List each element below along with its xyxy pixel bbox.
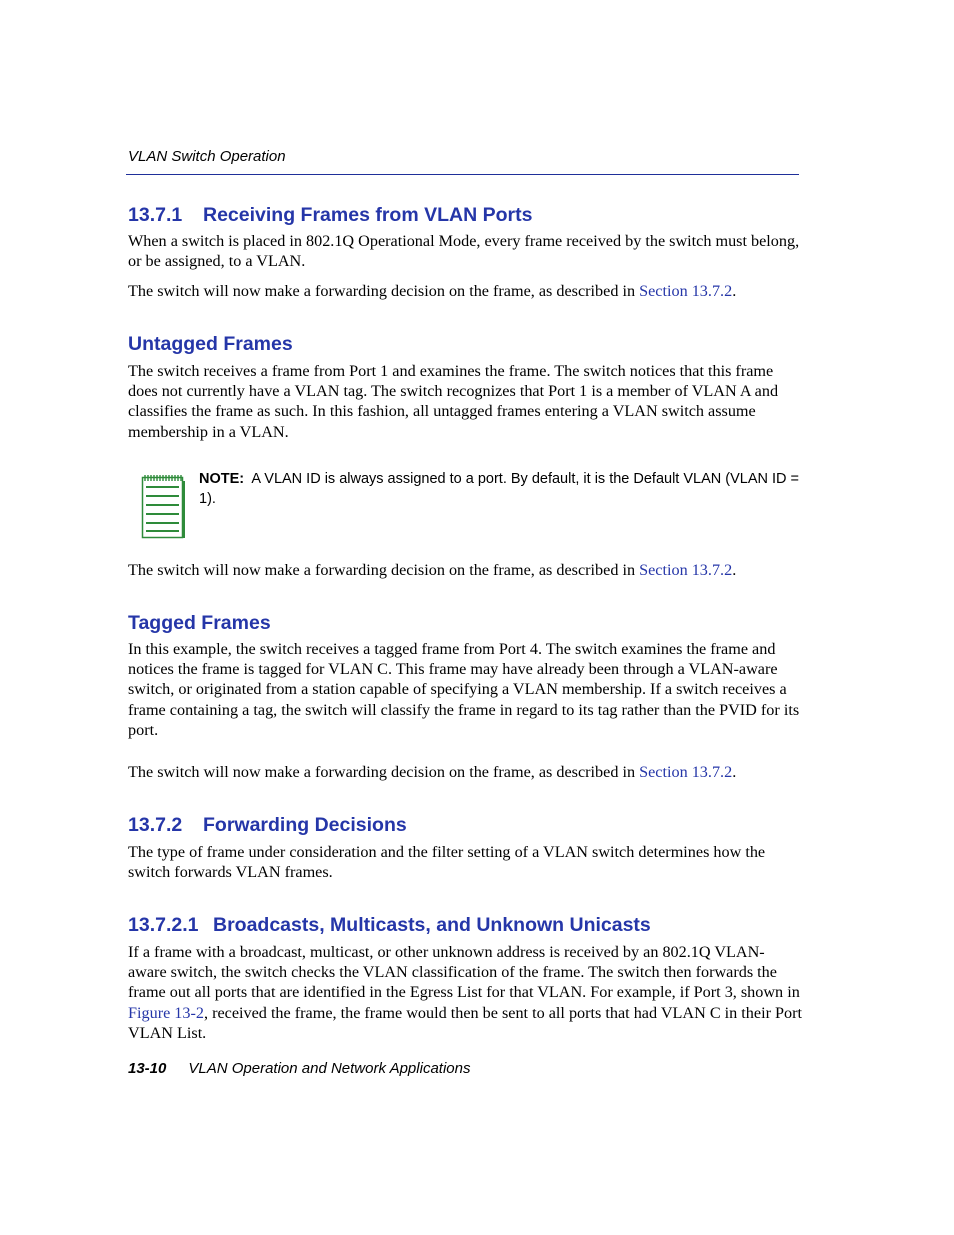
note [199,470,799,509]
paragraph: When a switch is placed in 802.1Q Operational Mode, every frame received by the switch must belong, or be assigned, to a VLAN. [128,232,800,271]
section-heading-13-7-2 [128,814,407,837]
subheading-tagged-frames: Tagged Frames [128,612,271,634]
heading-number: 13.7.2 [128,814,183,836]
section-heading-13-7-1 [128,204,532,227]
page-number: 13-10 [128,1060,167,1077]
page-footer [128,1060,470,1077]
section-link[interactable]: Section 13.7.2 [639,763,733,781]
paragraph: The switch receives a frame from Port 1 and examines the frame. The switch notices that this frame does not currently have a VLAN tag. The switch recognizes that Port 1 is a member of VLAN A and classifies the frame as such. In this fashion, all untagged frames entering a VLAN switch assume membership in a VLAN. [128,362,779,441]
paragraph: In this example, the switch receives a tagged frame from Port 4. The switch examines the frame and notices the frame is tagged for VLAN C. This frame may have already been through a VLAN-aware switch, or originated from a station capable of specifying a VLAN membership. If a switch receives a frame containing a tag, the switch will classify the frame in regard to its tag rather than the PVID for its port. [128,640,800,739]
paragraph: The type of frame under consideration and the filter setting of a VLAN switch determines how the switch forwards VLAN frames. [128,843,766,882]
paragraph: The switch will now make a forwarding decision on the frame, as described in Section 13.7.2. [128,763,737,781]
heading-title: Receiving Frames from VLAN Ports [203,204,533,226]
heading-title: Forwarding Decisions [203,814,407,836]
paragraph: The switch will now make a forwarding decision on the frame, as described in Section 13.7.2. [128,561,737,579]
notepad-icon [140,473,186,540]
heading-number: 13.7.2.1 [128,914,199,936]
figure-link[interactable]: Figure 13-2 [128,1003,204,1022]
note-body: A VLAN ID is always assigned to a port. By default, it is the Default VLAN (VLAN ID = 1). [199,471,800,507]
paragraph: The switch will now make a forwarding decision on the frame, as described in Section 13.7.2. [128,282,737,300]
note-label: NOTE: [199,471,245,487]
running-header: VLAN Switch Operation [128,148,286,165]
section-link[interactable]: Section 13.7.2 [639,561,733,579]
heading-title: Broadcasts, Multicasts, and Unknown Unicasts [213,914,651,936]
section-link[interactable]: Section 13.7.2 [639,282,733,300]
section-heading-13-7-2-1 [128,914,651,937]
header-rule [126,174,799,175]
paragraph: If a frame with a broadcast, multicast, or other unknown address is received by an 802.1Q VLAN-aware switch, the switch checks the VLAN classification of the frame. The switch then forwards the frame out all ports that are identified in the Egress List for that VLAN. For example, if Port 3, shown in Figure 13-2, received the frame, the frame would then be sent to all ports that had VLAN C in their Port VLAN List. [128,943,803,1042]
subheading-untagged-frames: Untagged Frames [128,333,293,355]
book-title: VLAN Operation and Network Applications [188,1060,471,1077]
heading-number: 13.7.1 [128,204,183,226]
